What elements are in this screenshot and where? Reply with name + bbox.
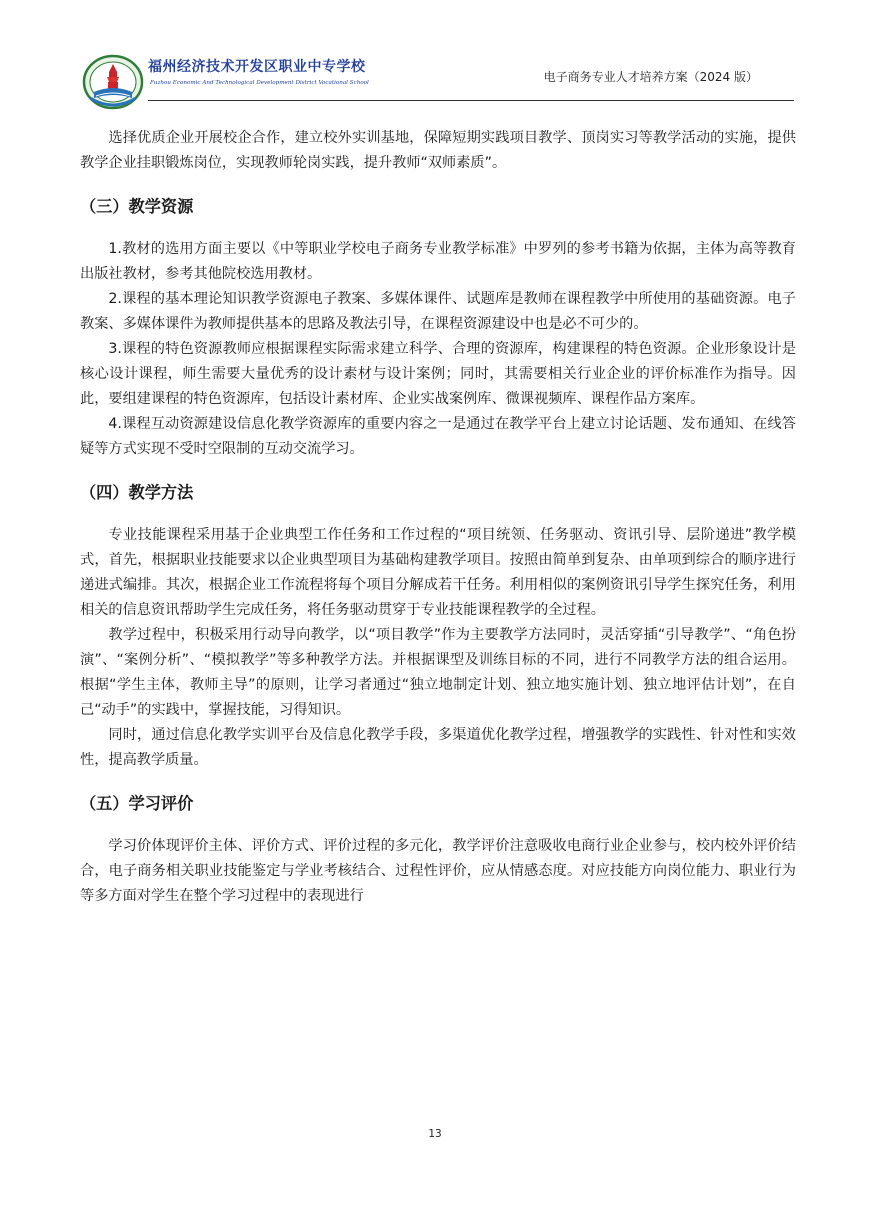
section-heading-methods: （四）教学方法 [80, 483, 194, 502]
section-heading-evaluation: （五）学习评价 [80, 794, 194, 813]
page-header [82, 44, 794, 110]
header-divider [148, 100, 794, 101]
page-body [80, 126, 796, 909]
body-paragraph: 4.课程互动资源建设信息化教学资源库的重要内容之一是通过在教学平台上建立讨论话题、发布通知、在线答疑等方式实现不受时空限制的互动交流学习。 [80, 416, 796, 457]
body-paragraph: 教学过程中，积极采用行动导向教学，以“项目教学”作为主要教学方法同时，灵活穿插“引导教学”、“角色扮演”、“案例分析”、“模拟教学”等多种教学方法。并根据课型及训练目标的不同，进行不同教学方法的组合运用。根据“学生主体，教师主导”的原则，让学习者通过“独立地制定计划、独立地实施计划、独立地评估计划”，在自己“动手”的实践中，掌握技能，习得知识。 [80, 627, 796, 718]
body-paragraph: 2.课程的基本理论知识教学资源电子教案、多媒体课件、试题库是教师在课程教学中所使用的基础资源。电子教案、多媒体课件为教师提供基本的思路及教法引导，在课程资源建设中也是必不可少的。 [80, 291, 796, 332]
school-name-cn: 福州经济技术开发区职业中专学校 [148, 59, 366, 75]
intro-paragraph: 选择优质企业开展校企合作，建立校外实训基地，保障短期实践项目教学、顶岗实习等教学活动的实施，提供教学企业挂职锻炼岗位，实现教师轮岗实践，提升教师“双师素质”。 [80, 130, 796, 171]
body-paragraph: 同时，通过信息化教学实训平台及信息化教学手段，多渠道优化教学过程，增强教学的实践性、针对性和实效性，提高教学质量。 [80, 727, 796, 768]
body-paragraph: 1.教材的选用方面主要以《中等职业学校电子商务专业教学标准》中罗列的参考书籍为依据，主体为高等教育出版社教材，参考其他院校选用教材。 [80, 241, 796, 282]
body-paragraph: 3.课程的特色资源教师应根据课程实际需求建立科学、合理的资源库，构建课程的特色资源。企业形象设计是核心设计课程，师生需要大量优秀的设计素材与设计案例；同时，其需要相关行业企业的评价标准作为指导。因此，要组建课程的特色资源库，包括设计素材库、企业实战案例库、微课视频库、课程作品方案库。 [80, 341, 796, 407]
section-heading-resources: （三）教学资源 [80, 197, 194, 216]
school-name-en: Fuzhou Economic And Technological Development District Vocational School [150, 80, 369, 86]
school-seal-logo-icon [82, 52, 144, 110]
document-title: 电子商务专业人才培养方案（2024 版） [543, 70, 758, 84]
body-paragraph: 学习价体现评价主体、评价方式、评价过程的多元化，教学评价注意吸收电商行业企业参与，校内校外评价结合，电子商务相关职业技能鉴定与学业考核结合、过程性评价，应从情感态度。对应技能方向岗位能力、职业行为等多方面对学生在整个学习过程中的表现进行 [80, 838, 796, 904]
body-paragraph: 专业技能课程采用基于企业典型工作任务和工作过程的“项目统领、任务驱动、资讯引导、层阶递进”教学模式，首先，根据职业技能要求以企业典型项目为基础构建教学项目。按照由简单到复杂、由单项到综合的顺序进行递进式编排。其次，根据企业工作流程将每个项目分解成若干任务。利用相似的案例资讯引导学生探究任务，利用相关的信息资讯帮助学生完成任务，将任务驱动贯穿于专业技能课程教学的全过程。 [80, 527, 796, 618]
page-number: 13 [428, 1128, 442, 1140]
